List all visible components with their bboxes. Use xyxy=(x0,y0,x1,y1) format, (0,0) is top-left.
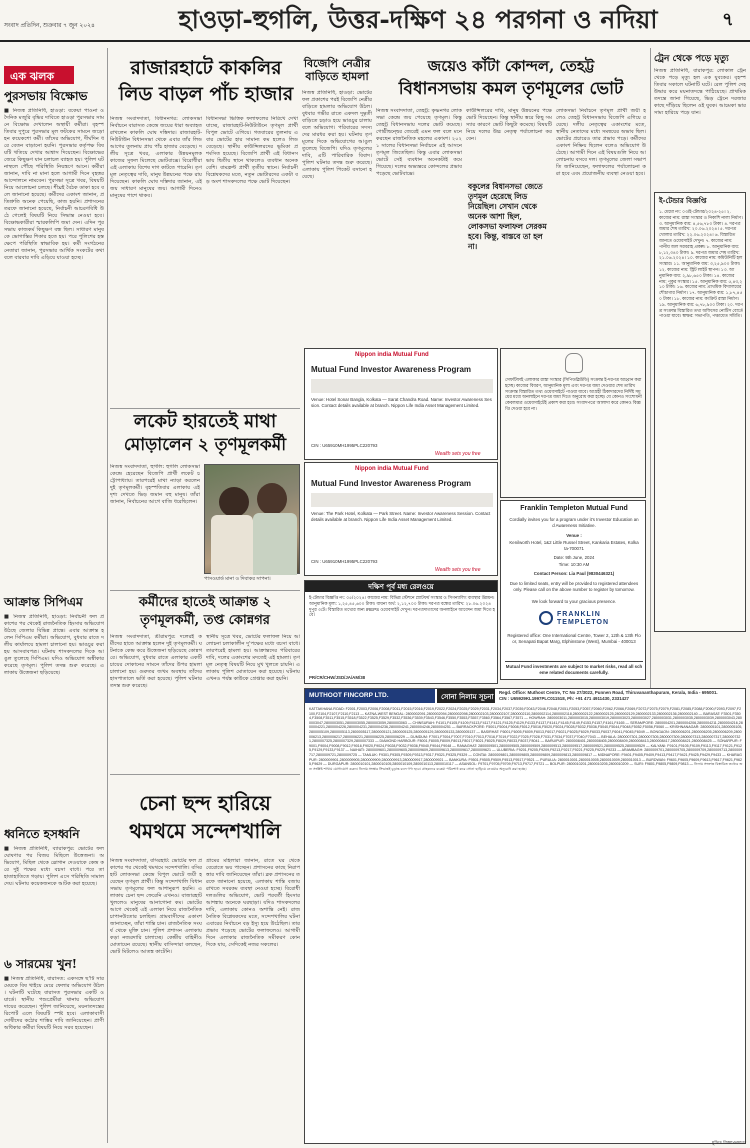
tehatta-body-1: নিজস্ব সংবাদদাতা, তেহট্ট: কৃষ্ণনগর লোকসভা কেন্দ্রে জয় পেয়েছে তৃণমূল। কিন্তু তেহট্ট বিধানসভায় দলের ভোট কমেছে। গোষ্ঠীদ্বন্দ্বের জেরেই এমন ফল বলে মনে করছেন রাজনৈতিক মহলের একাংশ। ২০২১ সালের বিধানসভা নির্বাচনে এই আসনে তৃণমূল জিতেছিল। কিন্তু এবার লোকসভা ভোটে সেই ব্যবধান অনেকটাই কমে গিয়েছে। দলের অভ্যন্তরে কোন্দলের প্রভাব পড়েছে ভোটবাক্সে। xyxy=(376,108,462,177)
sandeshkhali-headline-1: চেনা ছন্দ হারিয়ে xyxy=(139,791,271,815)
workers-body-1: নিজস্ব সংবাদদাতা, শ্রীরামপুর: দলেরই কর্মীদের হাতে আক্রান্ত হলেন দুই তৃণমূলকর্মী। ঘটনাকে কেন্দ্র করে উত্তেজনা ছড়িয়েছে কোন্নগরে। অভিযোগ, বুধবার রাতে এলাকার একটি চায়ের দোকানের সামনে তাঁদের উপর হামলা চালানো হয়। গুরুতর জখম অবস্থায় তাঁদের হাসপাতালে ভর্তি করা হয়েছে। পুলিশ ঘটনার তদন্ত শুরু করেছে। xyxy=(110,634,202,689)
nippon-brand-2: Nippon india Mutual Fund xyxy=(355,466,429,472)
sandeshkhali-headline-2: থমথমে সন্দেশখালি xyxy=(129,819,281,843)
franklin-logo-1: FRANKLIN xyxy=(557,611,601,618)
col-divider xyxy=(107,48,108,1143)
railway-title: দক্ষিণ পূর্ব মধ্য রেলওয়ে xyxy=(368,582,434,591)
franklin-venue-label: Venue : xyxy=(566,533,582,538)
nippon-date-row xyxy=(311,379,493,393)
nippon-brand: Nippon india Mutual Fund xyxy=(355,352,429,358)
workers-body-2: স্থানীয় সূত্রে খবর, ভোটের ফলাফল নিয়ে আলোচনা চলাকালীন দু'পক্ষের মধ্যে বচসা বাধে। তারপরেই হামলা হয়। আক্রান্তদের পরিবারের দাবি, দলের একাংশের মদতেই এই হামলা। তৃণমূল নেতৃত্ব বিষয়টি নিয়ে মুখ খুলতে চায়নি। এলাকায় পুলিশ মোতায়েন করা হয়েছে। ঘটনায় এখনও পর্যন্ত কাউকে গ্রেপ্তার করা হয়নি। xyxy=(206,634,300,682)
story-locket xyxy=(110,408,300,588)
govt-notice-body: সেফটিফাই এলাকার রাস্তা সংস্কার (সিপিডব্লিউডি) সংক্রান্ত ই-দরপত্র আহ্বান করা হচ্ছে। কাজের বিবরণ, আনুমানিক মূল্য এবং দরপত্র জমা দেওয়ার শেষ তারিখ সংক্রান্ত বিস্তারিত তথ্য ওয়েবসাইটে পাওয়া যাবে। আগ্রহী ঠিকাদারদের নির্দিষ্ট সময়ের মধ্যে অনলাইনে দরপত্র জমা দিতে অনুরোধ করা হচ্ছে। যে কোনও সংশোধনী কেবলমাত্র ওয়েবসাইটেই প্রকাশ করা হবে। সংবাদপত্রে আলাদা করে কোনও বিজ্ঞপ্তি দেওয়া হবে না। xyxy=(505,377,642,411)
nippon-title: Mutual Fund Investor Awareness Program xyxy=(311,365,472,374)
nippon-cin-2: CIN : U65910MH1995PLC220793 xyxy=(311,559,378,564)
tehatta-body-3: লোকসভা নির্বাচনে তৃণমূল প্রার্থী জয়ী হলেও তেহট্ট বিধানসভায় বিজেপি এগিয়ে রয়েছে। দলীয় নেতৃত্বের একাংশের মতে, স্থানীয় নেতাদের মধ্যে সমন্বয়ের অভাব ছিল। ভোটের প্রচারেও তার প্রভাব পড়ে। কর্মীদের একাংশ নিষ্ক্রিয় ছিলেন বলেও অভিযোগ উঠেছে। আগামী দিনে এই বিষয়গুলি নিয়ে আলোচনায় বসবে দল। তৃণমূলের জেলা সভাপতি জানিয়েছেন, ফলাফলের পর্যালোচনা করা হবে এবং প্রয়োজনীয় ব্যবস্থা নেওয়া হবে। xyxy=(556,108,646,177)
story2-body: ■ নিজস্ব প্রতিনিধি, হাওড়া: নির্বাচনী ফল প্রকাশের পর থেকেই রাজনৈতিক হিংসার অভিযোগ উঠছে জেলার বিভিন্ন প্রান্তে। এবার আক্রান্ত হলেন সিপিএম কর্মীরা। অভিযোগ, বুধবার রাতে দলীয় কার্যালয়ে হামলা চালানো হয়। ভাঙচুর করা হয় আসবাবপত্র। ঘটনায় শাসকদলের দিকে আঙুল তুলেছে সিপিএম। যদিও অভিযোগ অস্বীকার করেছে তৃণমূল। পুলিশ তদন্ত শুরু করেছে। এলাকায় উত্তেজনা ছড়িয়েছে। xyxy=(4,614,104,676)
sandeshkhali-body-2: গ্রামের মহিলারা জানান, রাতে ঘর থেকে বেরোতে ভয় পাচ্ছেন। প্রশাসনের কাছে নিরাপত্তার দাবি জানিয়েছেন তাঁরা। ব্লক প্রশাসনের তরফে জানানো হয়েছে, এলাকায় শান্তি বজায় রাখতে সবরকম ব্যবস্থা নেওয়া হচ্ছে। বিরোধী দলগুলির অভিযোগ, ভোট পরবর্তী হিংসার আশঙ্কায় অনেকে ঘরছাড়া। যদিও শাসকদলের দাবি, এলাকায় কোনও অশান্তি নেই। রাজনৈতিক বিশ্লেষকদের মতে, সন্দেশখালির ঘটনা এবারের নির্বাচনে বড় ইস্যু হয়ে উঠেছিল। তার প্রভাব পড়েছে ভোটের ফলাফলেও। আগামী দিনে এলাকার রাজনৈতিক সমীকরণ কোন দিকে যায়, সেদিকেই নজর সকলের। xyxy=(206,858,300,948)
franklin-registered: Registered office: One International Centre, Tower 2, 12th & 13th Floor, Senapati Bapat Marg, Elphinstone (West), Mumbai - 400013 xyxy=(507,633,641,644)
tender-body: ১. মেমো নং: ০৩/ই-টেন্ডার/২০২৪-২৫। ২. কাজের নাম: রাস্তা সংস্কার ও নিকাশি নালা নির্মাণ। ৩. আনুমানিক ব্যয়: ৪,৫৬,৭৮০ টাকা। ৪. দরপত্র জমার শেষ তারিখ: ২০.০৬.২০২৪। ৫. দরপত্র খোলার তারিখ: ২২.০৬.২০২৪। ৬. বিস্তারিত জানতে ওয়েবসাইট দেখুন। ৭. কাজের নাম: পানীয় জল সরবরাহ প্রকল্প। ৮. আনুমানিক ব্যয়: ৮,১২,৩৪০ টাকা। ৯. দরপত্র জমার শেষ তারিখ: ২১.০৬.২০২৪। ১০. কাজের নাম: কমিউনিটি হল সংস্কার। ১১. আনুমানিক ব্যয়: ৩,২৫,৯০০ টাকা। ১২. কাজের নাম: স্ট্রিট লাইট স্থাপন। ১৩. আনুমানিক ব্যয়: ২,৯৮,৬৫০ টাকা। ১৪. কাজের নাম: পুকুর সংস্কার। ১৫. আনুমানিক ব্যয়: ৫,৪৩,২১০ টাকা। ১৬. কাজের নাম: প্রাথমিক বিদ্যালয়ের শৌচাগার নির্মাণ। ১৭. আনুমানিক ব্যয়: ১,৮৭,৪৫০ টাকা। ১৮. কাজের নাম: কংক্রিট রাস্তা নির্মাণ। ১৯. আনুমানিক ব্যয়: ৬,৭৮,৯০০ টাকা। ২০. দরপত্র সংক্রান্ত বিস্তারিত তথ্য অফিসের নোটিস বোর্ডে পাওয়া যাবে। স্বাক্ষর: সভাপতি, পঞ্চায়েত সমিতি। xyxy=(659,209,743,319)
franklin-disclaimer: Mutual Fund investments are subject to market risks, read all scheme related documents carefully. xyxy=(505,661,643,676)
locket-photo xyxy=(204,464,300,574)
nippon-tagline-2: Wealth sets you free xyxy=(435,567,481,573)
railway-ref: PR/CR/CHW/JSD/JA/AM/38 xyxy=(309,675,366,680)
person-figure-2 xyxy=(257,483,287,515)
tehatta-pull-quote: বকুলের বিধানসভা জেতে তৃণমূল হেরেছে লিড নিয়েছিল। সেখান থেকে অনেক আশা ছিল, লোকসভা ফলাফল সেরকম হবে। কিন্তু, বাস্তবে তা হল না। xyxy=(468,182,547,251)
footer-note: মুদ্রিত বিজ্ঞাপনদাতা xyxy=(711,1140,746,1145)
rajarhat-body: নিজস্ব সংবাদদাতা, বিধাননগর: লোকসভা নির্বাচনে বারাসত কেন্দ্রে জয়ের ধারা অব্যাহত রাখলেন কাকলি ঘোষ দস্তিদার। রাজারহাট-নিউটাউন বিধানসভা থেকে এবার তাঁর লিড আগের তুলনায় প্রায় পাঁচ হাজার বেড়েছে। দলীয় সূত্রে খবর, এলাকার উন্নয়নমূলক কাজের সুফল মিলেছে ভোটবাক্সে। বিরোধীরা এই এলাকায় বিশেষ দাগ কাটতে পারেনি। তৃণমূল নেতৃত্বের দাবি, মানুষ উন্নয়নের পক্ষে রায় দিয়েছেন। কাকলি ঘোষ দস্তিদার জানান, এই জয় সাধারণ মানুষের জয়। আগামী দিনেও মানুষের পাশে থাকব। xyxy=(110,116,202,199)
story1-body: ■ নিজস্ব প্রতিনিধি, হাওড়া: বকেয়া পাওনা ও দৈনিক মজুরি বৃদ্ধির দাবিতে হাওড়া পুরসভার সামনে বিক্ষোভ দেখালেন অস্থায়ী কর্মীরা। বৃহস্পতিবার দুপুরে পুরসভার মূল ফটকের সামনে জড়ো হন কয়েকশো কর্মী। তাঁদের অভিযোগ, দীর্ঘদিন ধরে বেতন বাড়ানো হয়নি। পুরসভার কর্তৃপক্ষ বিষয়টি খতিয়ে দেখার আশ্বাস দিয়েছেন। বিক্ষোভের জেরে কিছুক্ষণ যান চলাচল ব্যাহত হয়। পুলিশ ঘটনাস্থলে পৌঁছে পরিস্থিতি নিয়ন্ত্রণে আনে। কর্মীরা জানান, দাবি না মানা হলে আগামী দিনে বৃহত্তর আন্দোলনে নামবেন। পুরসভা সূত্রে খবর, বিষয়টি নিয়ে আলোচনা চলছে। শীঘ্রই বৈঠক ডাকা হবে বলে জানানো হয়েছে। কর্মীদের একাংশ জানান, প্রতিশ্রুতি অনেক পেয়েছি, কাজ হয়নি। প্রশাসনের তরফে জানানো হয়েছে, নির্বাচনী আচরণবিধি উঠে গেলেই বিষয়টি নিয়ে সিদ্ধান্ত নেওয়া হবে। বিক্ষোভকারীরা স্মারকলিপি জমা দেন। এদিন পুরসভায় কাজকর্ম কিছুক্ষণ বন্ধ ছিল। সাধারণ মানুষকে ভোগান্তির শিকার হতে হয়। পরে পুলিশের হস্তক্ষেপে পরিস্থিতি স্বাভাবিক হয়। কর্মী সংগঠনের নেতারা জানান, পুরসভার আর্থিক সংকটের কথা বলে বারবার দাবি এড়িয়ে যাওয়া হচ্ছে। xyxy=(4,108,104,261)
nippon-details-2: Venue: The Park Hotel, Kolkata — Park Street. Name: Investor Awareness Session. Contact details available at branch. Nippon Life India Asset Management Limited. xyxy=(311,511,491,522)
tehatta-body-2: কাউন্সিলরের দাবি, মানুষ উন্নয়নের পক্ষে ভোট দিয়েছেন। কিন্তু স্থানীয় স্তরে কিছু সমস্যার কারণে ভোট কিছুটা কমেছে। বিষয়টি নিয়ে দলের উচ্চ নেতৃত্ব পর্যালোচনা করবেন। xyxy=(466,108,552,142)
nippon-cin: CIN : U65910MH1995PLC220793 xyxy=(311,443,378,448)
muthoot-address: Regd. Office: Muthoot Centre, TC No 27/3022, Punnen Road, Thiruvananthapuram, Kerala, India - 695001. xyxy=(499,690,718,695)
nippon-title-2: Mutual Fund Investor Awareness Program xyxy=(311,479,472,488)
tender-notice xyxy=(654,192,746,632)
story2-title: আক্রান্ত সিপিএম xyxy=(4,595,83,609)
quick-look-label: এক ঝলক xyxy=(4,66,74,84)
story4-title: ৬ সারমেয় খুন! xyxy=(4,957,78,971)
locket-photo-caption: পাসওয়ার্ড মানা ও দিবাকর সাপনা। xyxy=(204,576,271,582)
story3-body: ■ নিজস্ব প্রতিনিধি, ব্যারাকপুর: ভোটের ফল ঘোষণার পর বিজয় মিছিলে উত্তেজনা। অভিযোগ, মিছিল থেকে স্লোগান দেওয়াকে কেন্দ্র করে দুই পক্ষের মধ্যে বচসা বাধে। পরে তা হাতাহাতিতে গড়ায়। পুলিশ এসে পরিস্থিতি সামাল দেয়। ঘটনায় কয়েকজনকে আটক করা হয়েছে। xyxy=(4,846,104,887)
page-number: ৭ xyxy=(722,9,734,30)
ad-muthoot xyxy=(304,688,746,1144)
bjp-body: নিজস্ব প্রতিনিধি, হাওড়া: ভোটের ফল প্রকাশের পরই বিজেপি নেত্রীর বাড়িতে হামলার অভিযোগ উঠল। বুধবার গভীর রাতে একদল দুষ্কৃতী বাড়িতে চড়াও হয়ে ভাঙচুর চালায় বলে অভিযোগ। পরিবারের সদস্যদের মারধর করা হয়। ঘটনায় তৃণমূলের দিকে অভিযোগের আঙুল তুলেছে বিজেপি। যদিও তৃণমূলের দাবি, এটি পারিবারিক বিবাদ। পুলিশ ঘটনার তদন্ত শুরু করেছে। এলাকায় পুলিশ পিকেট বসানো হয়েছে। xyxy=(302,90,372,180)
rajarhat-headline-1: রাজারহাটে কাকলির xyxy=(130,57,282,79)
sandeshkhali-body-1: নিজস্ব সংবাদদাতা, বসিরহাট: ভোটের ফল প্রকাশের পর থেকেই থমথমে সন্দেশখালি। বসিরহাট লোকসভা কেন্দ্রে বিপুল ভোটে জয়ী হয়েছেন তৃণমূল প্রার্থী। কিন্তু সন্দেশখালি বিধানসভায় তৃণমূলের ফল আশানুরূপ হয়নি। এলাকায় চেনা ছন্দ ফেরেনি এখনও। বাজারহাট খুললেও মানুষের আনাগোনা কম। ভোটের আগে থেকেই এই এলাকা নিয়ে রাজনৈতিক চাপানউতোর চলছিল। গ্রামবাসীদের একাংশ জানাচ্ছেন, তাঁরা শান্তি চান। রাজনৈতিক সংঘর্ষ থেকে মুক্তি চান। পুলিশ প্রশাসন এলাকায় কড়া নজরদারি চালাচ্ছে। কেন্দ্রীয় বাহিনীও মোতায়েন রয়েছে। স্থানীয় বাসিন্দারা বলছেন, ভোট মিটলেও আতঙ্ক কাটেনি। xyxy=(110,858,202,955)
right-top-headline: ট্রেন থেকে পড়ে মৃত্যু xyxy=(654,54,729,64)
franklin-time: Time: 10:30 AM xyxy=(558,562,590,567)
story-bjp xyxy=(302,56,372,346)
story3-title: ধ্বনিতে হসধ্বনি xyxy=(4,827,80,841)
franklin-logo-icon xyxy=(539,611,553,625)
rajarhat-body-2: বিধানসভা ভিত্তিক ফলাফলের নিরিখে দেখা যাচ্ছে, রাজারহাট-নিউটাউনে তৃণমূল প্রার্থী বিপুল ভোটে এগিয়ে। গতবারের তুলনায় এবার ভোটের হার সামান্য কম হলেও লিড বেড়েছে। স্থানীয় কাউন্সিলরদের ভূমিকা প্রশংসিত হয়েছে। বিজেপি প্রার্থী এই বিধানসভায় দ্বিতীয় স্থানে থাকলেও ব্যবধান অনেক বেশি। বামফ্রন্ট প্রার্থী তৃতীয় স্থানে। নির্বাচনী বিশ্লেষকদের মতে, নতুন ভোটারদের একটা বড় অংশ শাসকদলের পক্ষে ভোট দিয়েছেন। xyxy=(206,116,298,185)
section-title: হাওড়া-হুগলি, উত্তর-দক্ষিণ ২৪ পরগনা ও নদিয়া xyxy=(178,5,658,34)
workers-headline-1: কর্মীদের হাতেই আক্রান্ত ২ xyxy=(138,595,272,610)
muthoot-cin: CIN : U65929KL1997PLC011518, Ph: +91 471 4911430, 2331427 xyxy=(499,696,629,701)
franklin-date: Date: 9th June, 2024 xyxy=(553,555,595,560)
bjp-headline: বিজেপি নেত্রীর বাড়িতে হামলা xyxy=(303,57,371,83)
locket-headline-1: লকেট হারতেই মাথা xyxy=(133,411,277,432)
left-column xyxy=(4,48,104,1143)
locket-body: নিজস্ব সংবাদদাতা, হুগলি: হুগলি লোকসভা কেন্দ্রে হেরেছেন বিজেপি প্রার্থী লকেট চট্টোপাধ্যায়। তারপরেই মাথা ন্যাড়া করলেন দুই তৃণমূলকর্মী। বৃহস্পতিবার এলাকায় এই দৃশ্য দেখতে ভিড় জমান বহু মানুষ। তাঁরা জানান, নির্বাচনের আগে বাজি ধরেছিলেন। xyxy=(110,464,200,505)
story-workers xyxy=(110,590,300,770)
story-tehatta xyxy=(376,56,646,346)
ad-railway xyxy=(304,580,498,684)
franklin-brand: Franklin Templeton Mutual Fund xyxy=(520,505,628,512)
right-top-body: নিজস্ব প্রতিনিধি, বারাকপুর: লোকাল ট্রেন থেকে পড়ে মৃত্যু হল এক যুবকের। বৃহস্পতিবার সকালে ঘটনাটি ঘটে। রেল পুলিশ দেহ উদ্ধার করে ময়নাতদন্তে পাঠিয়েছে। প্রাথমিক তদন্তে জানা গিয়েছে, ভিড় ট্রেনে দরজার কাছে দাঁড়িয়ে ছিলেন ওই যুবক। আচমকা ভারসাম্য হারিয়ে পড়ে যান। xyxy=(654,68,746,116)
masthead xyxy=(0,0,750,42)
story4-body: ■ নিজস্ব প্রতিনিধি, বারাসত: একসঙ্গে ছ'টি সারমেয়কে বিষ খাইয়ে মেরে ফেলার অভিযোগ উঠল। ঘটনাটি ঘটেছে বারাসত পুরসভার একটি ওয়ার্ডে। স্থানীয় পশুপ্রেমীরা থানায় অভিযোগ দায়ের করেছেন। পুলিশ জানিয়েছে, ময়নাতদন্তের রিপোর্ট এলে বিষয়টি স্পষ্ট হবে। এলাকাবাসী দোষীদের কঠোর শাস্তির দাবি জানিয়েছেন। প্রাণী অধিকার কর্মীরা বিষয়টি নিয়ে সরব হয়েছেন। xyxy=(4,976,104,1031)
tehatta-headline-2: বিধানসভায় কমল তৃণমূলের ভোট xyxy=(398,79,624,99)
locket-headline-2: মোড়ালেন ২ তৃণমূলকর্মী xyxy=(123,435,287,455)
emblem-icon xyxy=(565,353,583,373)
story-rajarhat xyxy=(110,56,300,406)
ad-franklin xyxy=(500,500,646,680)
railway-body: ই-টেন্ডার বিজ্ঞপ্তি নং: ০৫/২০২৪। কাজের নাম: বিভিন্ন স্টেশনে প্ল্যাটফর্ম সংস্কার ও সিগন্যালিং ব্যবস্থার উন্নয়ন। আনুমানিক মূল্য: ১,২৫,৪৫,৬০০ টাকা। বায়না অর্থ: ২,১২,৭০০ টাকা। দরপত্র বন্ধের তারিখ: ২৮.০৬.২০২৪ দুপুর ৩টে। বিস্তারিত তথ্যের জন্য IREPS ওয়েবসাইট দেখুন। দরপত্রদাতাদের অনলাইনে আবেদন জমা দিতে হবে। xyxy=(309,595,495,618)
franklin-contact: Contact Person: Lia Paul (9830446321) xyxy=(533,571,615,576)
franklin-venue: Kenilworth Hotel, 1&2 Little Russel Street, Kankaria Estates, Kolkata-700071 xyxy=(509,540,639,551)
rajarhat-headline-2: লিড বাড়ল পাঁচ হাজার xyxy=(118,83,294,105)
ad-nippon-2 xyxy=(304,462,498,576)
story-sandeshkhali xyxy=(110,774,300,1144)
person-figure-1 xyxy=(219,487,249,517)
tehatta-headline-1: জয়েও কাঁটা কোন্দল, তেহট্ট xyxy=(427,57,595,75)
nippon-details: Venue: Hotel Sonar Bangla, Kolkata — Sarat Chandra Road. Name: Investor Awareness Session. Contact details available at branch. Nippon Life India Asset Management Limited. xyxy=(311,397,492,408)
workers-headline-2: তৃণমূলকর্মী, তপ্ত কোন্নগর xyxy=(140,613,270,628)
muthoot-brand: MUTHOOT FINCORP LTD. xyxy=(309,692,389,699)
franklin-invite: Cordially invites you for a program under it's Investor Education and Awareness Initiative. xyxy=(509,517,639,528)
tender-heading: ই-টেন্ডার বিজ্ঞপ্তি xyxy=(659,196,707,205)
nippon-tagline: Wealth sets you free xyxy=(435,451,481,457)
franklin-logo-2: TEMPLETON xyxy=(557,619,610,626)
muthoot-list: KATTAKHANA ROAD: F2001,F2003,F2006,F2008,F2011,F2015,F2016,F2019,F2022,F2024,F2025,F2029,F2031,F2034,F2037,F2039,F2043,F2046,F2048,F2051,F2053,F2057,F2060,F2062,F2066,F2069,F2072,F2075,F2079,F2081,F2085,F2088,F2090,F2093,F2097,F2100,F2104,F2107,F2110,F2113 — KATNA-WEST BENGAL: 2800002091,2800002094,2800002098,2800002103,2800002107,2800002110,2800002114,2800002118,2800002122,2800002125,2800002129,2800002133,2800002136,2800002140 — BARASAT: F3501,F3504,F3508,F3511,F3515,F3518,F3522,F3525,F3529,F3532,F3536,F3539,F3543,F3546,F3550,F3553,F3557,F3560,F3564,F3567,F3571 — HOWRAH: 2800003011,2800003015,2800003019,2800003023,2800003027,2800003031,2800003035,2800003039,2800003043,2800003047,2800003051,2800003055,2800003059,2800003063 — CHINSURAH: F4101,F4105,F4109,F4113,F4117,F4121,F4125,F4129,F4133,F4137,F4141,F4145,F4149,F4153,F4157,F4161,F4165 — SERAMPORE: 2800004201,2800004206,2800004211,2800004216,2800004221,2800004226,2800004231,2800004236,2800004241,2800004246,2800004251 — BARRACKPORE: F5001,F5004,F5008,F5012,F5016,F5020,F5024,F5028,F5032,F5036,F5040,F5044,F5048,F5052,F5056,F5060 — KRISHNANAGAR: 2800005101,2800005105,2800005109,2800005113,2800005117,2800005121,2800005125,2800005129,2800005133,2800005137 — BASIRHAT: F6001,F6005,F6009,F6013,F6017,F6021,F6025,F6029,F6033,F6037,F6041,F6045,F6049 — BONGAON: 2800006201,2800006205,2800006209,2800006213,2800006217,2800006221,2800006225,2800006229 — DUMDUM: F7001,F7004,F7007,F7010,F7013,F7016,F7019,F7022,F7025,F7028,F7031,F7034,F7037,F7040,F7043 — BEHALA: 2800007301,2800007305,2800007309,2800007313,2800007317,2800007321,2800007325,2800007329,2800007333 — DIAMOND HARBOUR: F8001,F8005,F8009,F8013,F8017,F8021,F8025,F8029,F8033,F8037,F8041 — BARUIPUR: 2800008401,2800008405,2800008409,2800008413,2800008417,2800008421,2800008425 — SONARPUR: F9001,F9004,F9008,F9012,F9016,F9020,F9024,F9028,F9032,F9036,F9040,F9044,F9048 — RANAGHAT: 2800009501,2800009505,2800009509,2800009513,2800009517,2800009521,2800009525,2800009529 — KALYANI: F9101,F9105,F9109,F9113,F9117,F9121,F9125,F9129,F9133,F9137 — NAIHATI: 2800009601,2800009605,2800009609,2800009613,2800009617,2800009621 — ULUBERIA: F9201,F9205,F9209,F9213,F9217,F9221,F9225,F9229,F9233 — ARAMBAGH: 2800009701,2800009705,2800009709,2800009713,2800009717,2800009721,2800009725 — TAMLUK: F9301,F9305,F9309,F9313,F9317,F9321,F9325,F9329 — CONTAI: 2800009801,2800009805,2800009809,2800009813,2800009817 — MIDNAPORE: F9401,F9405,F9409,F9413,F9417,F9421,F9425,F9429,F9433 — KHARAGPUR: 2800009901,2800009905,2800009909,2800009913,2800009917,2800009921 — BANKURA: F9501,F9505,F9509,F9513,F9517,F9521 — PURULIA: 2800010001,2800010005,2800010009,2800010013 — BURDWAN: F9601,F9605,F9609,F9613,F9617,F9621,F9625,F9629 — DURGAPUR: 2800010101,2800010105,2800010109,2800010113,2800010117 — ASANSOL: F9701,F9705,F9709,F9713,F9717,F9721 — BOLPUR: 2800010201,2800010205,2800010209 — SURI: F9801,F9805,F9809,F9813 — নিলাম সংক্রান্ত বিস্তারিত তথ্যের জন্য সংশ্লিষ্ট শাখায় যোগাযোগ করুন। নিলাম সংস্থার সিদ্ধান্তই চূড়ান্ত বলে গণ্য হবে। গ্রাহকদের বকেয়া পরিশোধ করে সোনা ছাড়িয়ে নেওয়ার অনুরোধ করা হচ্ছে। xyxy=(309,707,743,771)
franklin-closing: We look forward to your gracious presence. xyxy=(531,599,617,604)
right-column xyxy=(654,52,746,632)
ad-nippon-1 xyxy=(304,348,498,460)
franklin-notice: Due to limited seats, entry will be provided to registered attendees only. Please call on the above number to register by tomorrow. xyxy=(509,581,639,592)
muthoot-label: সোনা নিলাম সূচনা xyxy=(441,692,494,701)
story1-title: পুরসভায় বিক্ষোভ xyxy=(4,89,88,103)
govt-notice xyxy=(500,348,646,498)
dateline: সংবাদ প্রতিদিন, শুক্রবার ৭ জুন ২০২৪ xyxy=(4,23,95,29)
